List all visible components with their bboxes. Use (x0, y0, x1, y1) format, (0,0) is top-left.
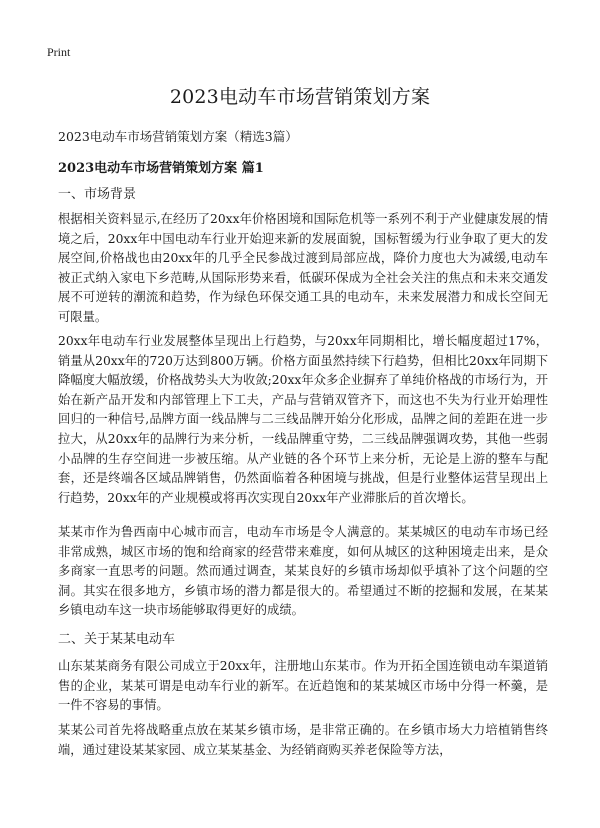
document-subtitle: 2023电动车市场营销策划方案（精选3篇） (58, 129, 298, 144)
paragraph-3: 某某市作为鲁西南中心城市而言，电动车市场是令人满意的。某某城区的电动车市场已经非常成熟，城区市场的饱和给商家的经营带来难度，如何从城区的这种困境走出来，是众多商家一直思考的问题。然而通过调查，某某良好的乡镇市场却似乎填补了这个问题的空洞。其实在很多地方，乡镇市场的潜力都是很大的。希望通过不断的挖掘和发展，在某某乡镇电动车这一块市场能够取得更好的成绩。 (58, 525, 548, 618)
paragraph-4: 山东某某商务有限公司成立于20xx年，注册地山东某市。作为开拓全国连锁电动车渠道销售的企业，某某可谓是电动车行业的新军。在近趋饱和的某某城区市场中分得一杯羹，是一件不容易的事情。 (58, 659, 548, 713)
section-title: 2023电动车市场营销策划方案 篇1 (58, 161, 264, 176)
heading-about-company: 二、关于某某电动车 (58, 632, 176, 647)
document-title: 2023电动车市场营销策划方案 (169, 86, 431, 108)
heading-market-background: 一、市场背景 (58, 187, 137, 202)
print-link[interactable]: Print (47, 45, 71, 59)
paragraph-2: 20xx年电动车行业发展整体呈现出上行趋势，与20xx年同期相比，增长幅度超过17%，销量从20xx年的720万达到800万辆。价格方面虽然持续下行趋势，但相比20xx年同期下降幅度大幅放缓，价格战势头大为收敛;20xx年众多企业摒弃了单纯价格战的市场行为，开始在新产品开发和内部管理上下工夫，产品与营销双管齐下，而这也不失为行业开始理性回归的一种信号,品牌方面一线品牌与二三线品牌开始分化形成，品牌之间的差距在进一步拉大，从20xx年的品牌行为来分析，一线品牌重守势，二三线品牌强调攻势，其他一些弱小品牌的生存空间进一步被压缩。从产业链的各个环节上来分析，无论是上游的整车与配套，还是终端各区域品牌销售，仍然面临着各种困境与挑战，但是行业整体运营呈现出上行趋势，20xx年的产业规模或将再次实现自20xx年产业滞胀后的首次增长。 (58, 334, 548, 505)
paragraph-5: 某某公司首先将战略重点放在某某乡镇市场，是非常正确的。在乡镇市场大力培植销售终端，通过建设某某家园、成立某某基金、为经销商购买养老保险等方法， (58, 723, 548, 757)
paragraph-1: 根据相关资料显示,在经历了20xx年价格困境和国际危机等一系列不利于产业健康发展的情境之后，20xx年中国电动车行业开始迎来新的发展面貌，国标暂缓为行业争取了更大的发展空间,价格战也由20xx年的几乎全民参战过渡到局部应战，降价力度也大为减缓,电动车被正式纳入家电下乡范畴,从国际形势来看，低碳环保成为全社会关注的焦点和未来交通发展不可逆转的潮流和趋势，作为绿色环保交通工具的电动车，未来发展潜力和成长空间无可限量。 (58, 212, 548, 324)
